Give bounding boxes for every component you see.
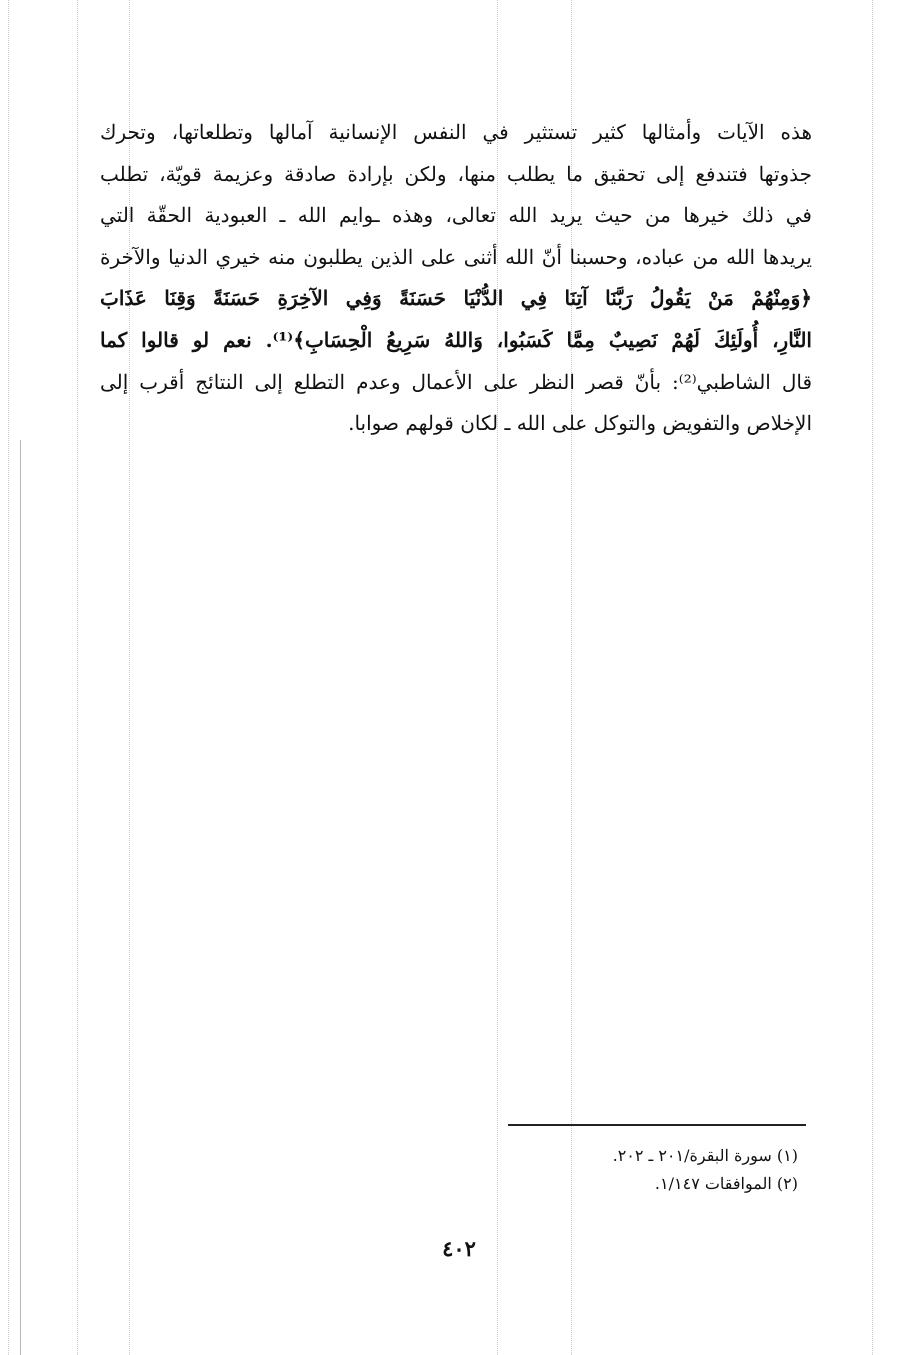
footnote-2: (٢) الموافقات ١/١٤٧. (654, 1174, 798, 1193)
scan-artifact-line (20, 440, 21, 1355)
quran-verse-line: ﴿وَمِنْهُمْ مَنْ يَقُولُ رَبَّنَا آتِنَا فِي الدُّنْيَا حَسَنَةً وَفِي الآخِرَةِ حَسَنَةً وَقِنَا عَذَابَ (100, 286, 812, 311)
text-line: قال الشاطبي⁽²⁾: بأنّ قصر النظر على الأعمال وعدم التطلع إلى النتائج أقرب إلى (100, 369, 812, 394)
text-line: يريدها الله من عباده، وحسبنا أنّ الله أثنى على الذين يطلبون منه خيري الدنيا والآخرة (100, 244, 812, 269)
scan-artifact-line (77, 0, 78, 1355)
footnotes (508, 1142, 798, 1198)
scan-artifact-line (8, 0, 9, 1355)
text-line: في ذلك خيرها من حيث يريد الله تعالى، وهذه ـوايم الله ـ العبودية الحقّة التي (100, 203, 812, 228)
scan-artifact-line (872, 0, 873, 1355)
quran-verse-line: النَّارِ، أُولَئِكَ لَهُمْ نَصِيبٌ مِمَّا كَسَبُوا، وَاللهُ سَرِيعُ الْحِسَابِ﴾⁽¹⁾. نعم لو قالوا كما (100, 327, 812, 352)
footnote-separator (508, 1124, 806, 1126)
page-number: ٤٠٢ (442, 1236, 476, 1261)
text-line: هذه الآيات وأمثالها كثير تستثير في النفس الإنسانية آمالها وتطلعاتها، وتحرك (100, 120, 812, 144)
text-line: الإخلاص والتفويض والتوكل على الله ـ لكان قولهم صوابا. (348, 411, 812, 436)
footnote-1: (١) سورة البقرة/٢٠١ ـ ٢٠٢. (612, 1146, 798, 1165)
body-text (100, 112, 812, 445)
text-line: جذوتها فتندفع إلى تحقيق ما يطلب منها، ولكن بإرادة صادقة وعزيمة قويّة، تطلب (100, 161, 812, 186)
